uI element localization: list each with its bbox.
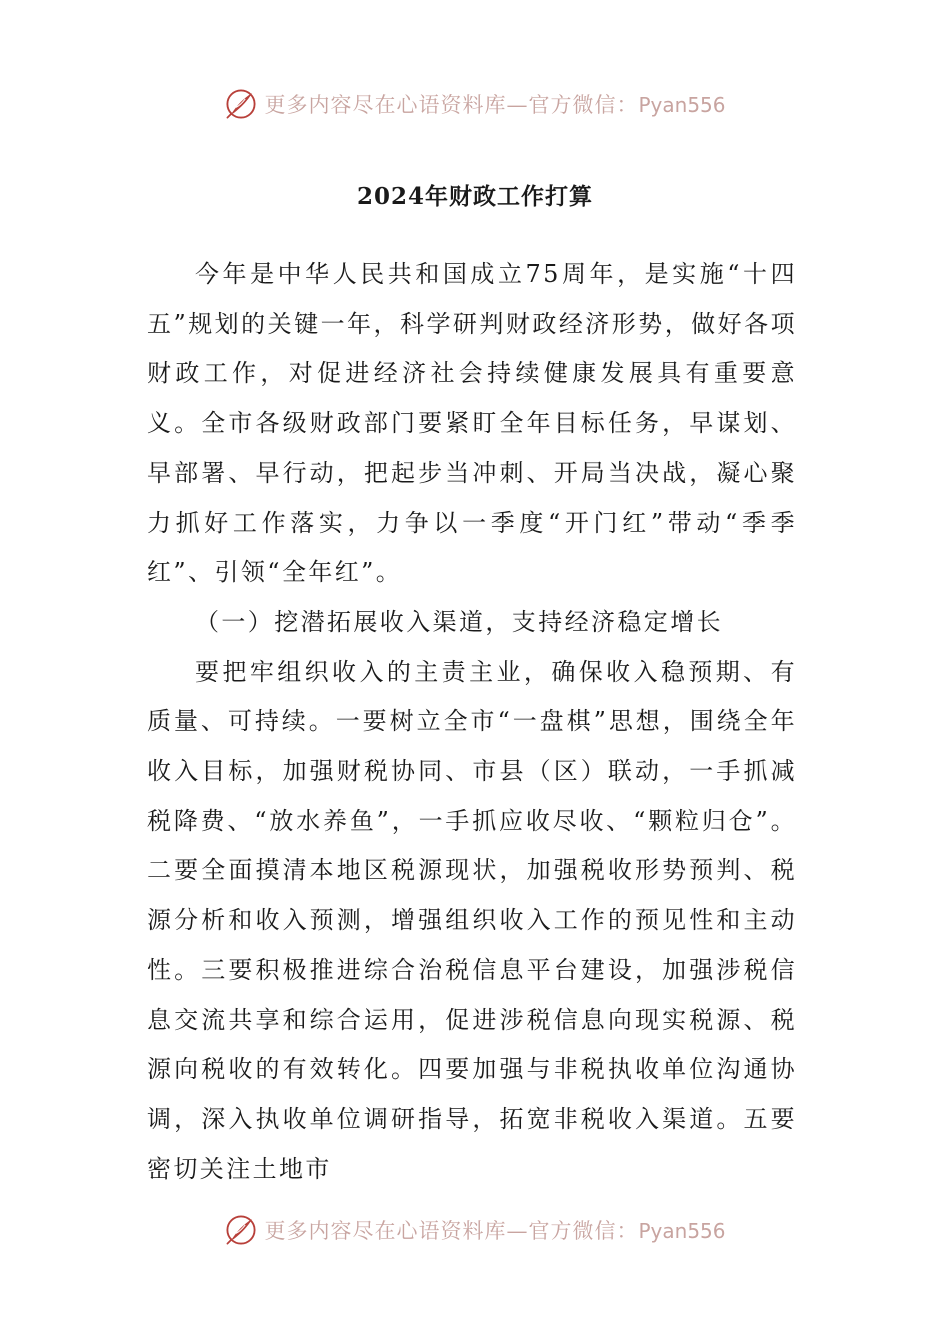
document-title: 2024年财政工作打算: [356, 183, 593, 210]
section-paragraph: 要把牢组织收入的主责主业，确保收入稳预期、有质量、可持续。一要树立全市“一盘棋”思想，围绕全年收入目标，加强财税协同、市县（区）联动，一手抓减税降费、“放水养鱼”，一手抓应收尽收、“颗粒归仓”。二要全面摸清本地区税源现状，加强税收形势预判、税源分析和收入预测，增强组织收入工作的预见性和主动性。三要积极推进综合治税信息平台建设，加强涉税信息交流共享和综合运用，促进涉税信息向现实税源、税源向税收的有效转化。四要加强与非税执收单位沟通协调，深入执收单位调研指导，拓宽非税收入渠道。五要密切关注土地市: [147, 657, 797, 1183]
watermark-text: 更多内容尽在心语资料库—官方微信：Pyan556: [264, 93, 726, 117]
watermark-text: 更多内容尽在心语资料库—官方微信：Pyan556: [264, 1219, 726, 1243]
quill-pen-logo-icon: [224, 87, 258, 121]
document-body: [147, 250, 797, 1194]
wechat-id: Pyan556: [638, 1219, 726, 1243]
quill-pen-logo-icon: [224, 1213, 258, 1247]
section-heading: （一）挖潜拓展收入渠道，支持经济稳定增长: [195, 607, 723, 636]
watermark-header: [0, 84, 950, 124]
wechat-id: Pyan556: [638, 93, 726, 117]
watermark-footer: [0, 1210, 950, 1250]
intro-paragraph: 今年是中华人民共和国成立75周年，是实施“十四五”规划的关键一年，科学研判财政经济形势，做好各项财政工作，对促进经济社会持续健康发展具有重要意义。全市各级财政部门要紧盯全年目标任务，早谋划、早部署、早行动，把起步当冲刺、开局当决战，凝心聚力抓好工作落实，力争以一季度“开门红”带动“季季红”、引领“全年红”。: [147, 260, 797, 587]
